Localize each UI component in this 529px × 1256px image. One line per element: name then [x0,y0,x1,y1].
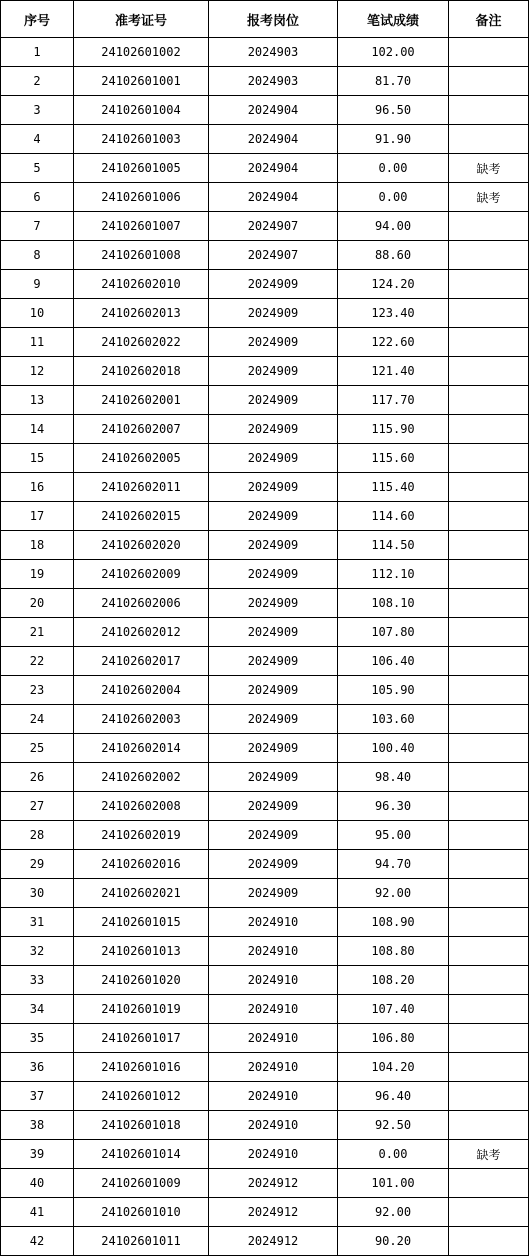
table-row [1,38,529,67]
cell-applied-position: 2024904 [209,183,338,212]
cell-written-exam-score: 117.70 [338,386,449,415]
cell-written-exam-score: 102.00 [338,38,449,67]
cell-applied-position: 2024912 [209,1169,338,1198]
cell-serial-number: 14 [1,415,74,444]
cell-written-exam-score: 90.20 [338,1227,449,1256]
cell-serial-number: 16 [1,473,74,502]
cell-written-exam-score: 103.60 [338,705,449,734]
cell-applied-position: 2024903 [209,38,338,67]
cell-admission-ticket-number: 24102602017 [74,647,209,676]
cell-admission-ticket-number: 24102601003 [74,125,209,154]
cell-serial-number: 34 [1,995,74,1024]
cell-serial-number: 25 [1,734,74,763]
cell-applied-position: 2024903 [209,67,338,96]
table-header [1,1,529,38]
cell-serial-number: 39 [1,1140,74,1169]
cell-admission-ticket-number: 24102601002 [74,38,209,67]
cell-admission-ticket-number: 24102602010 [74,270,209,299]
cell-written-exam-score: 107.40 [338,995,449,1024]
cell-remarks [449,560,529,589]
cell-remarks [449,734,529,763]
cell-admission-ticket-number: 24102601001 [74,67,209,96]
cell-remarks [449,328,529,357]
table-row [1,589,529,618]
cell-remarks [449,763,529,792]
cell-admission-ticket-number: 24102601005 [74,154,209,183]
cell-written-exam-score: 105.90 [338,676,449,705]
cell-written-exam-score: 100.40 [338,734,449,763]
cell-applied-position: 2024910 [209,937,338,966]
table-row [1,183,529,212]
cell-admission-ticket-number: 24102601011 [74,1227,209,1256]
cell-written-exam-score: 104.20 [338,1053,449,1082]
cell-applied-position: 2024907 [209,212,338,241]
cell-applied-position: 2024909 [209,879,338,908]
table-row [1,415,529,444]
cell-written-exam-score: 94.70 [338,850,449,879]
cell-written-exam-score: 91.90 [338,125,449,154]
cell-remarks [449,125,529,154]
cell-remarks [449,1082,529,1111]
table-row [1,125,529,154]
cell-admission-ticket-number: 24102601020 [74,966,209,995]
table-row [1,328,529,357]
cell-admission-ticket-number: 24102602021 [74,879,209,908]
cell-applied-position: 2024910 [209,1111,338,1140]
cell-serial-number: 31 [1,908,74,937]
cell-remarks [449,415,529,444]
table-row [1,647,529,676]
cell-written-exam-score: 92.50 [338,1111,449,1140]
cell-admission-ticket-number: 24102601015 [74,908,209,937]
cell-admission-ticket-number: 24102601019 [74,995,209,1024]
table-body [1,38,529,1256]
cell-admission-ticket-number: 24102601014 [74,1140,209,1169]
cell-written-exam-score: 114.50 [338,531,449,560]
cell-admission-ticket-number: 24102601012 [74,1082,209,1111]
cell-remarks [449,1111,529,1140]
cell-written-exam-score: 114.60 [338,502,449,531]
cell-admission-ticket-number: 24102602005 [74,444,209,473]
cell-admission-ticket-number: 24102602009 [74,560,209,589]
cell-remarks [449,386,529,415]
cell-written-exam-score: 108.80 [338,937,449,966]
cell-serial-number: 7 [1,212,74,241]
cell-admission-ticket-number: 24102602006 [74,589,209,618]
cell-admission-ticket-number: 24102601006 [74,183,209,212]
cell-remarks [449,444,529,473]
cell-written-exam-score: 123.40 [338,299,449,328]
table-row [1,241,529,270]
cell-remarks [449,821,529,850]
table-row [1,618,529,647]
cell-written-exam-score: 0.00 [338,183,449,212]
cell-serial-number: 26 [1,763,74,792]
cell-remarks [449,212,529,241]
table-row [1,850,529,879]
cell-applied-position: 2024910 [209,1082,338,1111]
table-row [1,560,529,589]
cell-applied-position: 2024909 [209,386,338,415]
cell-written-exam-score: 108.10 [338,589,449,618]
cell-serial-number: 42 [1,1227,74,1256]
cell-serial-number: 37 [1,1082,74,1111]
table-row [1,937,529,966]
header-admission-ticket-number: 准考证号 [74,1,209,38]
cell-applied-position: 2024909 [209,560,338,589]
table-row [1,995,529,1024]
cell-remarks [449,1024,529,1053]
cell-serial-number: 9 [1,270,74,299]
cell-written-exam-score: 96.50 [338,96,449,125]
cell-admission-ticket-number: 24102602007 [74,415,209,444]
cell-serial-number: 2 [1,67,74,96]
cell-applied-position: 2024904 [209,154,338,183]
cell-serial-number: 35 [1,1024,74,1053]
cell-applied-position: 2024909 [209,618,338,647]
table-row [1,502,529,531]
cell-admission-ticket-number: 24102602019 [74,821,209,850]
cell-written-exam-score: 101.00 [338,1169,449,1198]
cell-applied-position: 2024904 [209,96,338,125]
cell-written-exam-score: 94.00 [338,212,449,241]
cell-written-exam-score: 115.60 [338,444,449,473]
cell-written-exam-score: 0.00 [338,1140,449,1169]
table-row [1,299,529,328]
cell-admission-ticket-number: 24102602012 [74,618,209,647]
cell-serial-number: 4 [1,125,74,154]
cell-admission-ticket-number: 24102601008 [74,241,209,270]
table-row [1,1169,529,1198]
cell-remarks [449,1169,529,1198]
cell-admission-ticket-number: 24102601007 [74,212,209,241]
cell-remarks [449,589,529,618]
cell-remarks [449,879,529,908]
table-row [1,67,529,96]
cell-admission-ticket-number: 24102602004 [74,676,209,705]
cell-applied-position: 2024910 [209,1053,338,1082]
cell-remarks [449,473,529,502]
cell-applied-position: 2024909 [209,734,338,763]
cell-serial-number: 1 [1,38,74,67]
cell-serial-number: 20 [1,589,74,618]
cell-applied-position: 2024910 [209,908,338,937]
table-row [1,1111,529,1140]
cell-remarks [449,908,529,937]
cell-written-exam-score: 112.10 [338,560,449,589]
cell-applied-position: 2024909 [209,357,338,386]
cell-remarks [449,270,529,299]
cell-applied-position: 2024909 [209,763,338,792]
cell-applied-position: 2024909 [209,299,338,328]
cell-remarks [449,647,529,676]
table-row [1,1053,529,1082]
cell-remarks [449,96,529,125]
cell-written-exam-score: 115.90 [338,415,449,444]
cell-applied-position: 2024912 [209,1198,338,1227]
cell-serial-number: 22 [1,647,74,676]
cell-admission-ticket-number: 24102601016 [74,1053,209,1082]
cell-remarks: 缺考 [449,1140,529,1169]
cell-admission-ticket-number: 24102602011 [74,473,209,502]
table-row [1,676,529,705]
cell-applied-position: 2024904 [209,125,338,154]
cell-applied-position: 2024907 [209,241,338,270]
cell-remarks: 缺考 [449,183,529,212]
cell-written-exam-score: 107.80 [338,618,449,647]
cell-applied-position: 2024909 [209,270,338,299]
table-row [1,154,529,183]
cell-written-exam-score: 92.00 [338,879,449,908]
header-row [1,1,529,38]
cell-admission-ticket-number: 24102601010 [74,1198,209,1227]
table-row [1,705,529,734]
cell-serial-number: 28 [1,821,74,850]
cell-remarks [449,502,529,531]
cell-written-exam-score: 95.00 [338,821,449,850]
cell-remarks [449,357,529,386]
cell-remarks [449,241,529,270]
cell-serial-number: 10 [1,299,74,328]
header-serial-number: 序号 [1,1,74,38]
cell-applied-position: 2024912 [209,1227,338,1256]
cell-applied-position: 2024909 [209,705,338,734]
cell-serial-number: 27 [1,792,74,821]
cell-admission-ticket-number: 24102602001 [74,386,209,415]
table-row [1,1198,529,1227]
cell-written-exam-score: 96.40 [338,1082,449,1111]
table-row [1,1024,529,1053]
table-row [1,908,529,937]
cell-written-exam-score: 98.40 [338,763,449,792]
header-remarks: 备注 [449,1,529,38]
cell-serial-number: 13 [1,386,74,415]
cell-serial-number: 15 [1,444,74,473]
cell-applied-position: 2024909 [209,502,338,531]
cell-remarks [449,676,529,705]
cell-written-exam-score: 108.90 [338,908,449,937]
cell-applied-position: 2024910 [209,1024,338,1053]
cell-remarks [449,299,529,328]
cell-applied-position: 2024909 [209,647,338,676]
cell-remarks [449,67,529,96]
cell-serial-number: 17 [1,502,74,531]
cell-remarks [449,792,529,821]
header-written-exam-score: 笔试成绩 [338,1,449,38]
cell-applied-position: 2024909 [209,531,338,560]
cell-serial-number: 38 [1,1111,74,1140]
table-row [1,357,529,386]
cell-admission-ticket-number: 24102602016 [74,850,209,879]
cell-remarks [449,937,529,966]
cell-applied-position: 2024910 [209,995,338,1024]
table-row [1,531,529,560]
header-applied-position: 报考岗位 [209,1,338,38]
cell-serial-number: 33 [1,966,74,995]
cell-admission-ticket-number: 24102602002 [74,763,209,792]
cell-admission-ticket-number: 24102602003 [74,705,209,734]
cell-written-exam-score: 0.00 [338,154,449,183]
cell-remarks [449,38,529,67]
cell-remarks [449,705,529,734]
table-row [1,879,529,908]
cell-written-exam-score: 115.40 [338,473,449,502]
cell-serial-number: 32 [1,937,74,966]
cell-admission-ticket-number: 24102602013 [74,299,209,328]
cell-written-exam-score: 122.60 [338,328,449,357]
cell-remarks [449,966,529,995]
table-row [1,792,529,821]
cell-written-exam-score: 124.20 [338,270,449,299]
cell-admission-ticket-number: 24102602022 [74,328,209,357]
cell-applied-position: 2024909 [209,676,338,705]
cell-serial-number: 5 [1,154,74,183]
cell-admission-ticket-number: 24102601018 [74,1111,209,1140]
cell-remarks [449,531,529,560]
cell-written-exam-score: 92.00 [338,1198,449,1227]
table-row [1,386,529,415]
cell-admission-ticket-number: 24102601009 [74,1169,209,1198]
cell-admission-ticket-number: 24102602015 [74,502,209,531]
cell-admission-ticket-number: 24102602018 [74,357,209,386]
cell-remarks [449,995,529,1024]
cell-admission-ticket-number: 24102602020 [74,531,209,560]
cell-serial-number: 29 [1,850,74,879]
cell-written-exam-score: 108.20 [338,966,449,995]
cell-applied-position: 2024909 [209,444,338,473]
cell-admission-ticket-number: 24102602008 [74,792,209,821]
table-row [1,763,529,792]
cell-serial-number: 18 [1,531,74,560]
cell-remarks [449,850,529,879]
cell-serial-number: 41 [1,1198,74,1227]
table-row [1,1227,529,1256]
cell-serial-number: 21 [1,618,74,647]
table-row [1,473,529,502]
cell-applied-position: 2024909 [209,589,338,618]
cell-remarks [449,618,529,647]
cell-serial-number: 8 [1,241,74,270]
cell-serial-number: 23 [1,676,74,705]
cell-written-exam-score: 96.30 [338,792,449,821]
cell-applied-position: 2024909 [209,328,338,357]
cell-remarks [449,1227,529,1256]
cell-remarks: 缺考 [449,154,529,183]
table-row [1,1082,529,1111]
table-row [1,1140,529,1169]
cell-remarks [449,1198,529,1227]
cell-serial-number: 40 [1,1169,74,1198]
cell-remarks [449,1053,529,1082]
cell-applied-position: 2024909 [209,821,338,850]
cell-written-exam-score: 81.70 [338,67,449,96]
table-row [1,734,529,763]
cell-serial-number: 24 [1,705,74,734]
cell-serial-number: 3 [1,96,74,125]
cell-admission-ticket-number: 24102602014 [74,734,209,763]
cell-applied-position: 2024909 [209,792,338,821]
cell-serial-number: 6 [1,183,74,212]
table-row [1,212,529,241]
cell-serial-number: 30 [1,879,74,908]
table-row [1,444,529,473]
cell-written-exam-score: 106.80 [338,1024,449,1053]
cell-admission-ticket-number: 24102601013 [74,937,209,966]
cell-admission-ticket-number: 24102601017 [74,1024,209,1053]
cell-applied-position: 2024910 [209,966,338,995]
cell-serial-number: 12 [1,357,74,386]
cell-written-exam-score: 106.40 [338,647,449,676]
cell-applied-position: 2024909 [209,415,338,444]
table-row [1,96,529,125]
cell-applied-position: 2024909 [209,473,338,502]
cell-admission-ticket-number: 24102601004 [74,96,209,125]
cell-applied-position: 2024910 [209,1140,338,1169]
cell-serial-number: 19 [1,560,74,589]
cell-written-exam-score: 88.60 [338,241,449,270]
table-row [1,270,529,299]
table-row [1,966,529,995]
cell-written-exam-score: 121.40 [338,357,449,386]
cell-serial-number: 11 [1,328,74,357]
cell-serial-number: 36 [1,1053,74,1082]
table-row [1,821,529,850]
cell-applied-position: 2024909 [209,850,338,879]
